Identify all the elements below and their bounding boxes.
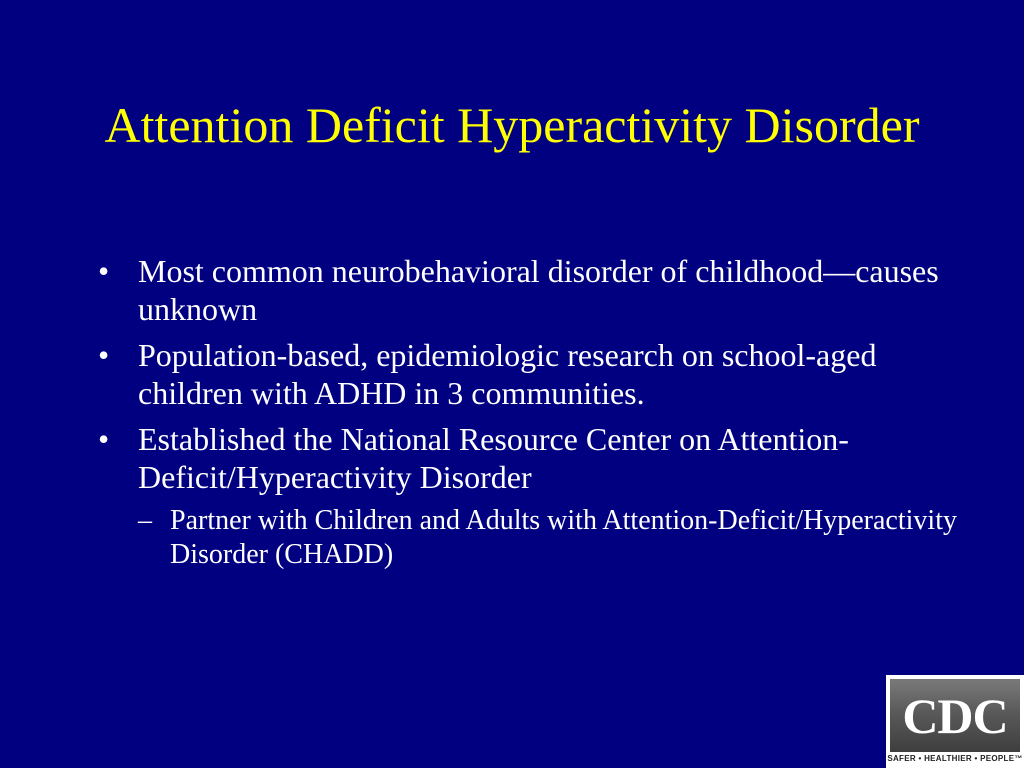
cdc-logo-plate <box>890 679 1020 752</box>
slide-title: Attention Deficit Hyperactivity Disorder <box>104 97 920 153</box>
bullet-item <box>98 336 978 412</box>
sub-bullet-item <box>98 504 978 572</box>
sub-bullet-marker: – <box>138 505 152 536</box>
cdc-logo-tagline: SAFER • HEALTHIER • PEOPLE™ <box>887 754 1023 763</box>
bullet-list <box>98 252 978 572</box>
bullet-marker: • <box>98 421 110 457</box>
bullet-text: Established the National Resource Center on Attention-Deficit/Hyperactivity Disorder <box>138 421 849 495</box>
sub-bullet-text: Partner with Children and Adults with Attention-Deficit/Hyperactivity Disorder (CHADD) <box>170 505 957 570</box>
bullet-marker: • <box>98 337 110 373</box>
bullet-text: Population-based, epidemiologic research on school-aged children with ADHD in 3 communities. <box>138 337 877 411</box>
bullet-marker: • <box>98 253 110 289</box>
cdc-logo-text: CDC <box>902 687 1008 744</box>
cdc-logo <box>886 675 1024 768</box>
bullet-item <box>98 252 978 328</box>
bullet-text: Most common neurobehavioral disorder of childhood—causes unknown <box>138 253 939 327</box>
bullet-item <box>98 420 978 496</box>
